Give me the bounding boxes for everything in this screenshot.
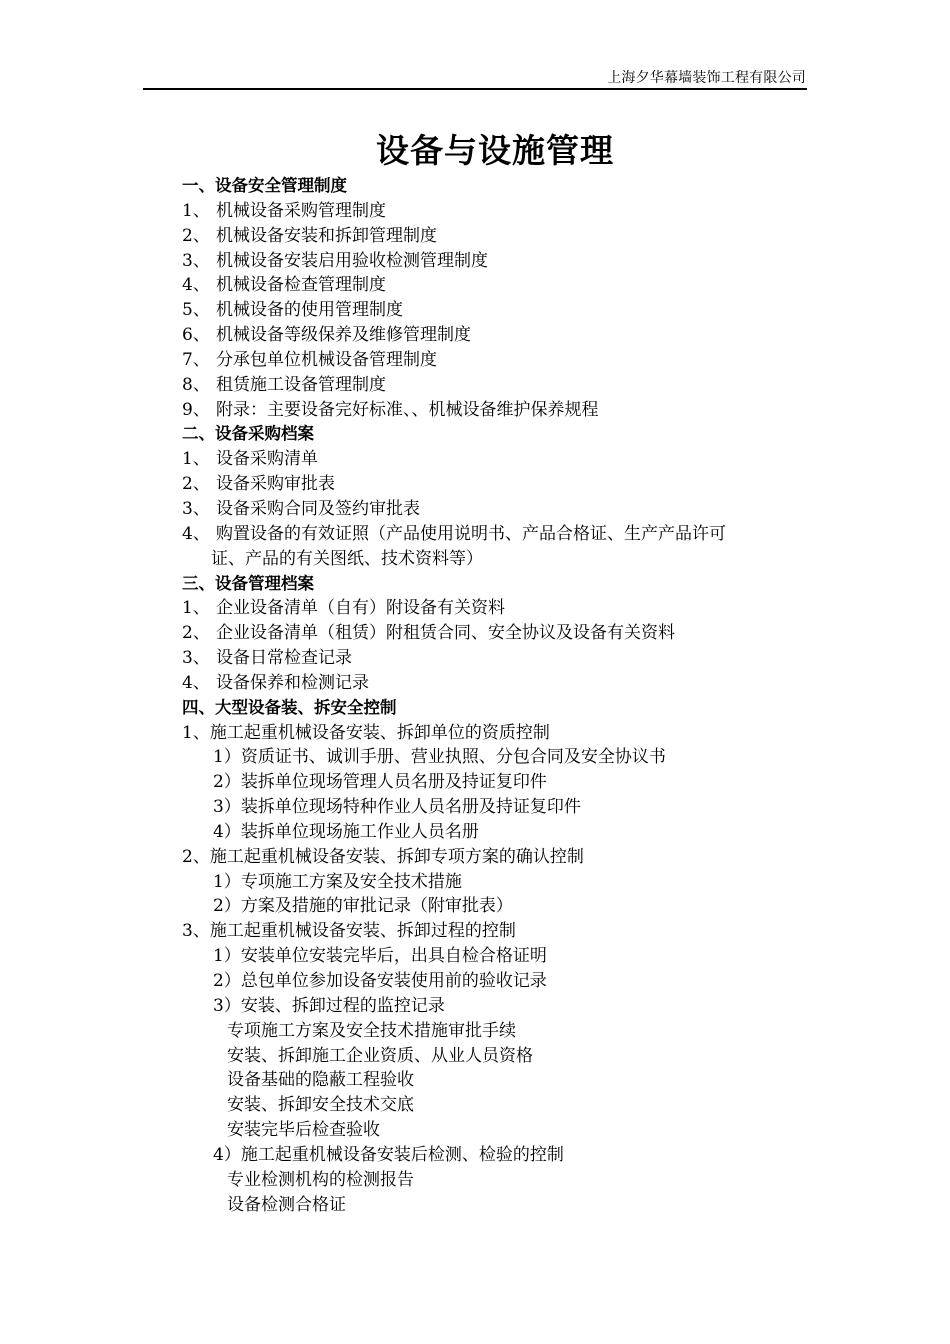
section-heading: 四、大型设备装、拆安全控制: [182, 697, 397, 717]
item-number: 4、: [182, 672, 210, 693]
item-number: 3、: [182, 648, 210, 669]
detail-item: 专业检测机构的检测报告: [227, 1169, 414, 1190]
detail-item: 设备基础的隐蔽工程验收: [227, 1070, 414, 1091]
list-item: [182, 596, 802, 621]
detail-item: 设备检测合格证: [227, 1194, 346, 1215]
item-text: 设备保养和检测记录: [216, 672, 369, 693]
item-text: 购置设备的有效证照（产品使用说明书、产品合格证、生产产品许可: [216, 523, 726, 544]
subsection-title: 2、施工起重机械设备安装、拆卸专项方案的确认控制: [182, 846, 584, 867]
item-number: 2、: [182, 474, 210, 495]
list-item: [182, 497, 802, 522]
item-text: 机械设备安装启用验收检测管理制度: [216, 250, 488, 271]
item-text: 机械设备检查管理制度: [216, 275, 386, 296]
list-item: [182, 199, 802, 224]
list-item: [182, 273, 802, 298]
company-header: 上海夕华幕墙装饰工程有限公司: [607, 70, 806, 86]
item-number: 1、: [182, 200, 210, 221]
sub-item: 4）施工起重机械设备安装后检测、检验的控制: [213, 1144, 564, 1165]
list-item: [182, 373, 802, 398]
list-item-continuation: 证、产品的有关图纸、技术资料等）: [211, 548, 483, 569]
item-number: 3、: [182, 250, 210, 271]
detail-item: 安装、拆卸施工企业资质、从业人员资格: [227, 1045, 533, 1066]
item-number: 6、: [182, 325, 210, 346]
item-text: 分承包单位机械设备管理制度: [216, 349, 437, 370]
item-text: 租赁施工设备管理制度: [216, 374, 386, 395]
list-item: [182, 323, 802, 348]
item-number: 7、: [182, 349, 210, 370]
detail-item: 安装、拆卸安全技术交底: [227, 1095, 414, 1116]
section-heading: 三、设备管理档案: [182, 573, 314, 593]
section-heading: 一、设备安全管理制度: [182, 176, 347, 195]
item-number: 3、: [182, 498, 210, 519]
item-number: 5、: [182, 300, 210, 321]
list-item: [182, 398, 802, 423]
item-text: 机械设备等级保养及维修管理制度: [216, 325, 471, 346]
sub-item: 1）专项施工方案及安全技术措施: [213, 871, 462, 892]
list-item: [182, 671, 802, 696]
list-item: [182, 646, 802, 671]
sub-item: 4）装拆单位现场施工作业人员名册: [213, 821, 479, 842]
detail-item: 安装完毕后检查验收: [227, 1120, 380, 1141]
item-number: 1、: [182, 449, 210, 470]
item-number: 8、: [182, 374, 210, 395]
item-text: 机械设备采购管理制度: [216, 200, 386, 221]
sub-item: 3）装拆单位现场特种作业人员名册及持证复印件: [213, 797, 581, 818]
sub-item: 1）安装单位安装完毕后，出具自检合格证明: [213, 946, 547, 967]
item-number: 1、: [182, 598, 210, 619]
item-text: 设备采购审批表: [216, 474, 335, 495]
item-text: 企业设备清单（租赁）附租赁合同、安全协议及设备有关资料: [216, 623, 675, 644]
header-divider: [143, 88, 807, 90]
section-heading: 二、设备采购档案: [182, 424, 314, 444]
sub-item: 1）资质证书、诚训手册、营业执照、分包合同及安全协议书: [213, 747, 666, 768]
document-body: [182, 174, 802, 1217]
item-text: 设备日常检查记录: [216, 648, 352, 669]
item-text: 机械设备安装和拆卸管理制度: [216, 225, 437, 246]
item-number: 2、: [182, 225, 210, 246]
item-number: 2、: [182, 623, 210, 644]
list-item: [182, 472, 802, 497]
list-item: [182, 298, 802, 323]
item-text: 设备采购清单: [216, 449, 318, 470]
list-item: [182, 522, 802, 547]
item-text: 附录：主要设备完好标准、、机械设备维护保养规程: [216, 399, 599, 420]
list-item: [182, 249, 802, 274]
item-text: 企业设备清单（自有）附设备有关资料: [216, 598, 505, 619]
sub-item: 2）总包单位参加设备安装使用前的验收记录: [213, 971, 547, 991]
item-number: 9、: [182, 399, 210, 420]
sub-item: 2）方案及措施的审批记录（附审批表）: [213, 896, 513, 917]
list-item: [182, 224, 802, 249]
sub-item: 3）安装、拆卸过程的监控记录: [213, 995, 445, 1016]
item-text: 机械设备的使用管理制度: [216, 300, 403, 321]
list-item: [182, 447, 802, 472]
item-number: 4、: [182, 275, 210, 296]
item-number: 4、: [182, 523, 210, 544]
detail-item: 专项施工方案及安全技术措施审批手续: [227, 1020, 516, 1041]
list-item: [182, 348, 802, 373]
item-text: 设备采购合同及签约审批表: [216, 498, 420, 519]
subsection-title: 3、施工起重机械设备安装、拆卸过程的控制: [182, 921, 516, 942]
subsection-title: 1、施工起重机械设备安装、拆卸单位的资质控制: [182, 722, 550, 743]
document-title: 设备与设施管理: [376, 131, 614, 170]
list-item: [182, 621, 802, 646]
sub-item: 2）装拆单位现场管理人员名册及持证复印件: [213, 772, 547, 793]
